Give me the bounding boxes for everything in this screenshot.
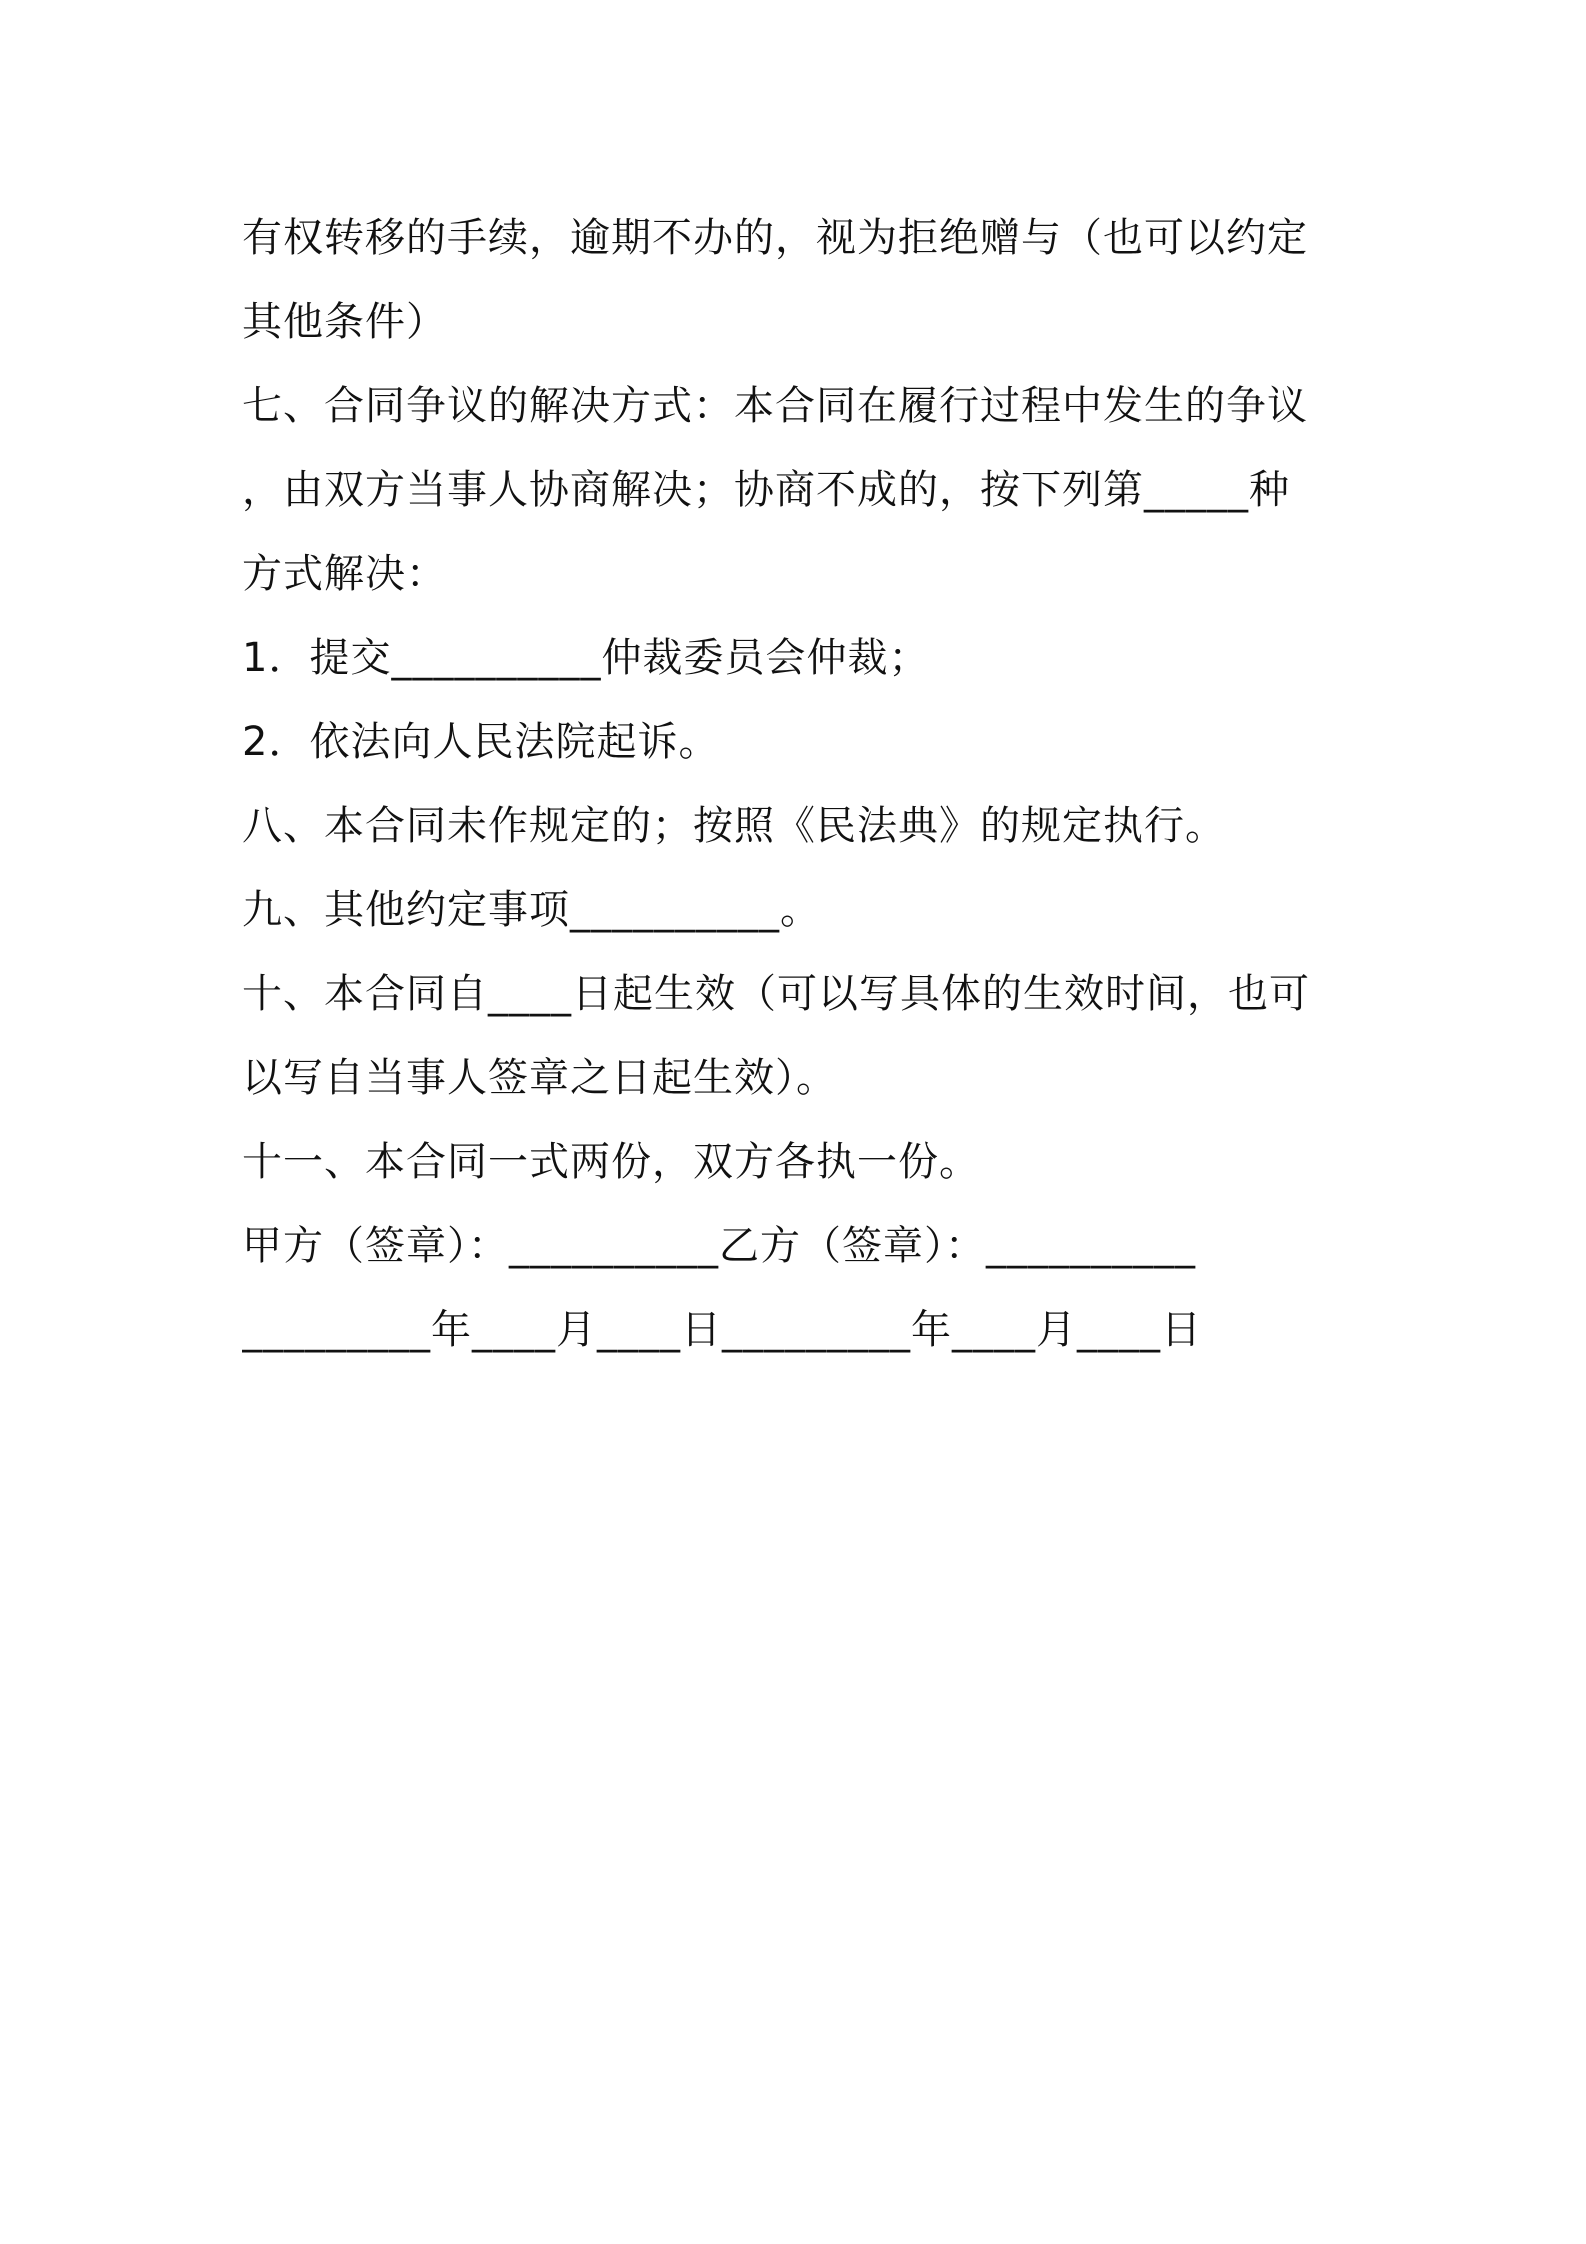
option-2-court: 2．依法向人民法院起诉。 xyxy=(242,719,720,765)
clause-7-dispute-resolution: 七、合同争议的解决方式：本合同在履行过程中发生的争议 xyxy=(242,383,1308,429)
contract-text xyxy=(242,196,1362,1372)
signature-line: 甲方（签章）：__________乙方（签章）：__________ xyxy=(242,1223,1196,1269)
clause-8-civil-code: 八、本合同未作规定的；按照《民法典》的规定执行。 xyxy=(242,803,1226,849)
date-line: _________年____月____日_________年____月____日 xyxy=(242,1307,1202,1353)
text-line-1: 有权转移的手续，逾期不办的，视为拒绝赠与（也可以约定 xyxy=(242,215,1308,261)
text-line-5: 方式解决： xyxy=(242,551,447,597)
text-line-2: 其他条件） xyxy=(242,299,447,345)
clause-10-effective-date: 十、本合同自____日起生效（可以写具体的生效时间，也可 xyxy=(242,971,1310,1017)
option-1-arbitration: 1．提交__________仲裁委员会仲裁； xyxy=(242,635,930,681)
text-line-4: ，由双方当事人协商解决；协商不成的，按下列第_____种 xyxy=(242,467,1290,513)
clause-9-other-matters: 九、其他约定事项__________。 xyxy=(242,887,821,933)
clause-11-copies: 十一、本合同一式两份，双方各执一份。 xyxy=(242,1139,980,1185)
text-line-11: 以写自当事人签章之日起生效）。 xyxy=(242,1055,837,1101)
